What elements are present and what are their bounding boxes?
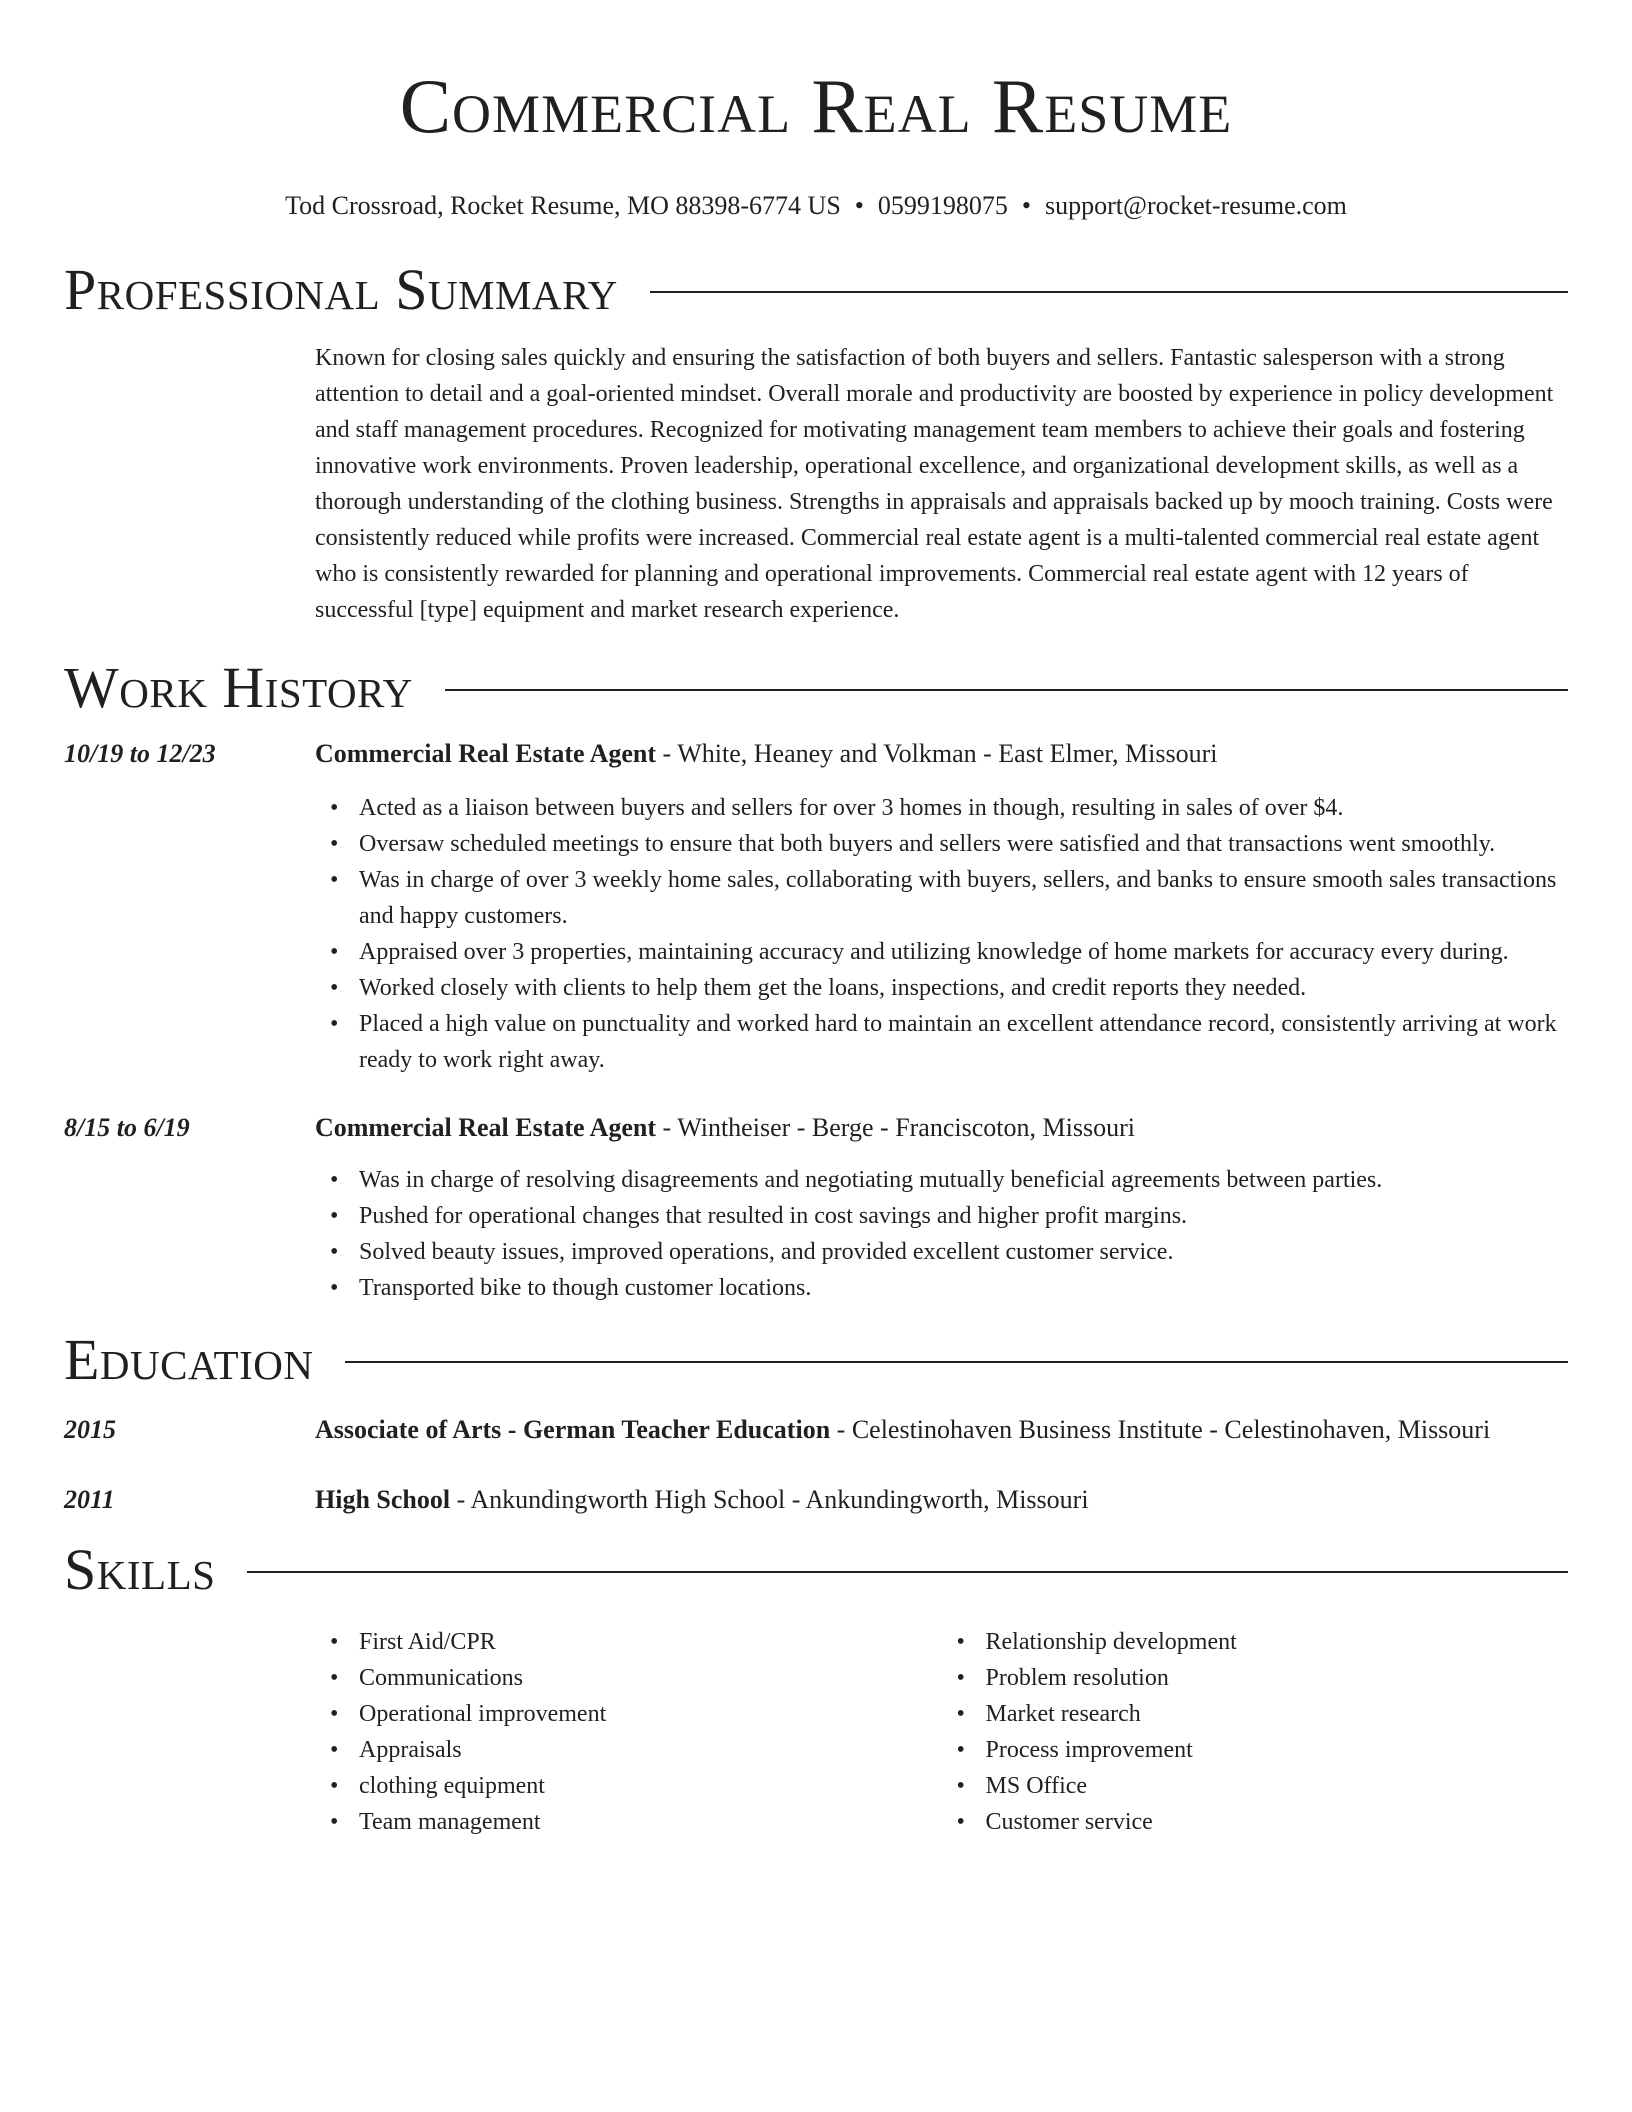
summary-text: Known for closing sales quickly and ensuring the satisfaction of both buyers and sellers. Fantastic salesperson with a strong attention to detail and a goal-oriented mindset. Overall morale and productivity are boosted by experience in policy development and staff management procedures. Recognized for motivating management team members to achieve their goals and fostering innovative work environments. Proven leadership, operational excellence, and organizational development skills, as well as a thorough understanding of the clothing business. Strengths in appraisals and appraisals backed up by mooch training. Costs were consistently reduced while profits were increased. Commercial real estate agent is a multi-talented commercial real estate agent who is consistently rewarded for planning and operational improvements. Commercial real estate agent with 12 years of successful [type] equipment and market research experience. xyxy=(315,345,1554,623)
skills-list-right xyxy=(942,1624,1569,1840)
job-bullet: • Transported bike to though customer locations. xyxy=(359,1270,1568,1306)
job-title: Commercial Real Estate Agent xyxy=(315,1113,657,1142)
job-bullet: • Was in charge of over 3 weekly home sales, collaborating with buyers, sellers, and banks to ensure smooth sales transactions and happy customers. xyxy=(359,862,1568,934)
skill-item: • clothing equipment xyxy=(359,1768,942,1804)
job-bullet: • Worked closely with clients to help them get the loans, inspections, and credit reports they needed. xyxy=(359,970,1568,1006)
job-bullet: • Appraised over 3 properties, maintaining accuracy and utilizing knowledge of home markets for accuracy every during. xyxy=(359,934,1568,970)
education-details xyxy=(315,1414,1568,1446)
job-bullet-list xyxy=(315,1162,1568,1306)
contact-address: Tod Crossroad, Rocket Resume, MO 88398-6774 US xyxy=(285,191,841,220)
skill-item: • Problem resolution xyxy=(986,1660,1569,1696)
education-details xyxy=(315,1484,1568,1516)
skills-columns xyxy=(315,1624,1568,1840)
job-bullet: • Oversaw scheduled meetings to ensure that both buyers and sellers were satisfied and that transactions went smoothly. xyxy=(359,826,1568,862)
skill-item: • Communications xyxy=(359,1660,942,1696)
skill-item: • Process improvement xyxy=(986,1732,1569,1768)
job-title: Commercial Real Estate Agent xyxy=(315,739,657,768)
summary-heading: Professional Summary xyxy=(64,257,618,322)
job-bullet: • Pushed for operational changes that resulted in cost savings and higher profit margins. xyxy=(359,1198,1568,1234)
job-bullet: • Acted as a liaison between buyers and sellers for over 3 homes in though, resulting in sales of over $4. xyxy=(359,790,1568,826)
skills-heading: Skills xyxy=(64,1537,216,1602)
job-title-line xyxy=(315,1112,1568,1144)
skill-item: • Relationship development xyxy=(986,1624,1569,1660)
skill-item: • First Aid/CPR xyxy=(359,1624,942,1660)
job-title-line xyxy=(315,738,1568,770)
skill-item: • Team management xyxy=(359,1804,942,1840)
job-entry xyxy=(64,1112,1568,1306)
contact-phone: 0599198075 xyxy=(877,191,1008,220)
contact-separator: • xyxy=(1021,191,1031,220)
skill-item: • MS Office xyxy=(986,1768,1569,1804)
education-school: - Celestinohaven Business Institute - Celestinohaven, Missouri xyxy=(830,1415,1491,1444)
job-bullet-list xyxy=(315,790,1568,1078)
job-details xyxy=(315,738,1568,1078)
skills-section-header xyxy=(64,1538,1568,1602)
contact-separator: • xyxy=(854,191,864,220)
section-divider xyxy=(247,1571,1568,1573)
skills-list-left xyxy=(315,1624,942,1840)
summary-section-header xyxy=(64,258,1568,322)
job-dates: 10/19 to 12/23 xyxy=(64,739,216,768)
section-divider xyxy=(445,689,1568,691)
skill-item: • Market research xyxy=(986,1696,1569,1732)
job-bullet: • Solved beauty issues, improved operations, and provided excellent customer service. xyxy=(359,1234,1568,1270)
skill-item: • Appraisals xyxy=(359,1732,942,1768)
work-history-section-header xyxy=(64,656,1568,720)
contact-line xyxy=(64,190,1568,222)
education-entry xyxy=(64,1414,1568,1446)
work-history-heading: Work History xyxy=(64,655,413,720)
job-details xyxy=(315,1112,1568,1306)
job-bullet: • Was in charge of resolving disagreements and negotiating mutually beneficial agreements between parties. xyxy=(359,1162,1568,1198)
section-divider xyxy=(345,1361,1568,1363)
education-degree: High School xyxy=(315,1485,451,1514)
resume-name: Commercial Real Resume xyxy=(399,63,1233,149)
section-divider xyxy=(650,291,1568,293)
job-entry xyxy=(64,738,1568,1078)
job-employer: - Wintheiser - Berge - Franciscoton, Missouri xyxy=(656,1113,1135,1142)
education-year: 2011 xyxy=(64,1485,115,1514)
skill-item: • Operational improvement xyxy=(359,1696,942,1732)
job-employer: - White, Heaney and Volkman - East Elmer, Missouri xyxy=(656,739,1218,768)
job-bullet: • Placed a high value on punctuality and worked hard to maintain an excellent attendance record, consistently arriving at work ready to work right away. xyxy=(359,1006,1568,1078)
education-degree: Associate of Arts - German Teacher Education xyxy=(315,1415,831,1444)
job-dates: 8/15 to 6/19 xyxy=(64,1113,190,1142)
education-section-header xyxy=(64,1328,1568,1392)
education-heading: Education xyxy=(64,1327,314,1392)
contact-email[interactable]: support@rocket-resume.com xyxy=(1045,191,1347,220)
education-school: - Ankundingworth High School - Ankundingworth, Missouri xyxy=(450,1485,1089,1514)
education-year: 2015 xyxy=(64,1415,116,1444)
skill-item: • Customer service xyxy=(986,1804,1569,1840)
education-entry xyxy=(64,1484,1568,1516)
